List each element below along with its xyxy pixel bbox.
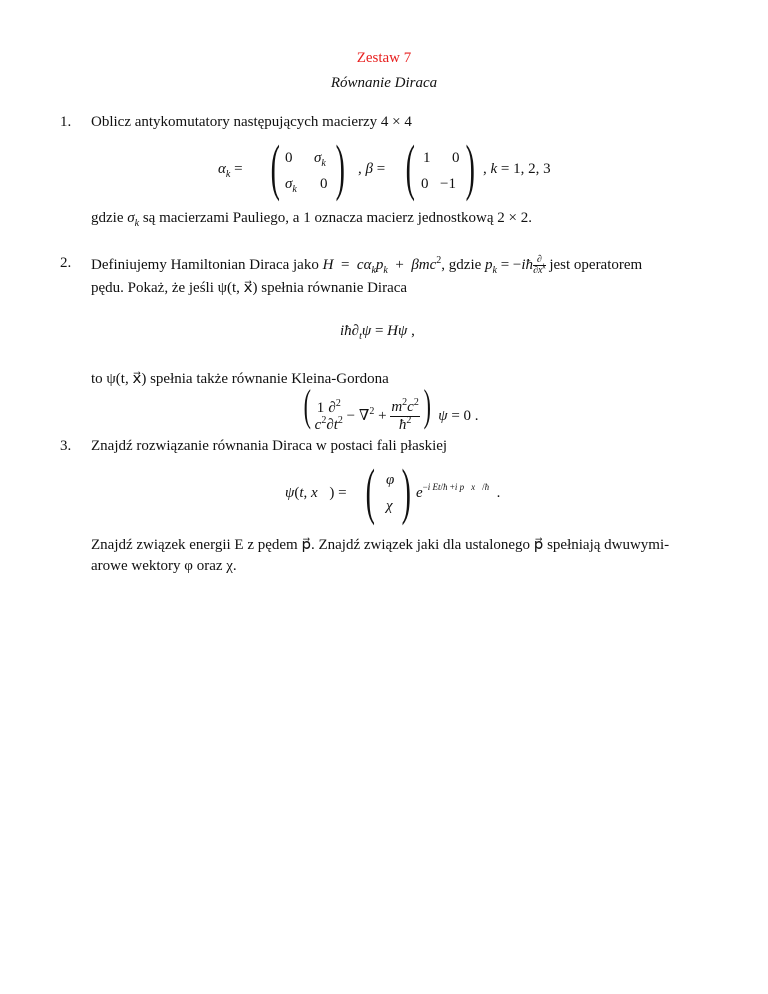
beta-m22: −1 [440, 176, 456, 192]
problem-3-line3: arowe wektory φ oraz χ. [91, 558, 237, 574]
beta-m21: 0 [421, 176, 429, 192]
dirac-equation: $iħ\partial_t\psi = H\psi$ , [340, 323, 415, 342]
beta-left-paren: ( [405, 134, 415, 202]
spinor-chi: χ [386, 498, 393, 514]
problem-2-line3: to ψ(t, x⃗) spełnia także równanie Kleina-Gordona [91, 371, 389, 387]
alpha-m22: 0 [320, 176, 328, 192]
kg-frac-1: 1 $c^2$ [314, 399, 327, 433]
problem-1-note: gdzie $\sigma_k$ są macierzami Pauliego, a 1 oznacza macierz jednostkową 2 × 2. [91, 210, 532, 229]
beta-m12: 0 [452, 150, 460, 166]
plane-wave-exp: $e^{-i Et/ħ +i p⃗x⃗/ħ}$ . [416, 482, 501, 501]
problem-3-line2: Znajdź związek energii E z pędem p⃗. Znajdź związek jaki dla ustalonego p⃗ spełniają dwuwymi- [91, 537, 670, 553]
problem-2-line1: Definiujemy Hamiltonian Diraca jako $H = c\alpha_kp_k + \beta mc^2$, gdzie $p_k$ = −iħ ∂ $\partial x^k$ jest operatorem [91, 254, 643, 276]
page-title: Zestaw 7 [356, 50, 412, 66]
problem-2-number: 2. [60, 255, 72, 271]
kg-frac-2: ∂$^2$ $\partial t^2$ [326, 397, 343, 433]
beta-right-paren: ) [465, 134, 475, 202]
beta-m11: 1 [423, 150, 431, 166]
alpha-right-paren: ) [335, 134, 345, 202]
spinor-left-paren: ( [365, 458, 375, 526]
problem-1-number: 1. [60, 114, 72, 130]
spinor-right-paren: ) [401, 458, 411, 526]
alpha-left-paren: ( [270, 134, 280, 202]
klein-gordon-equation: ( 1 $c^2$ ∂$^2$ $\partial t^2$ − ∇$^2$ + $\frac{m^2c^2}{ħ^2}$ ) ψ = 0 . [303, 381, 479, 434]
beta-lhs: , β = [358, 161, 386, 177]
spinor-phi: φ [386, 472, 395, 488]
problem-1-text: Oblicz antykomutatory następujących macierzy 4 × 4 [91, 114, 412, 130]
alpha-m11: 0 [285, 150, 293, 166]
alpha-m21: $\sigma_k$ [285, 176, 297, 195]
kg-frac-3: $\frac{m^2c^2}{ħ^2}$ [391, 397, 419, 434]
problem-2-line2: pędu. Pokaż, że jeśli ψ(t, x⃗) spełnia równanie Diraca [91, 280, 408, 296]
alpha-m12: $\sigma_k$ [314, 150, 326, 169]
problem-3-text: Znajdź rozwiązanie równania Diraca w postaci fali płaskiej [91, 438, 448, 454]
problem-3-number: 3. [60, 438, 72, 454]
page-subtitle: Równanie Diraca [330, 75, 438, 91]
k-range: , k = 1, 2, 3 [483, 161, 551, 177]
psi-lhs: ψ(t, x⃗) = [285, 485, 347, 501]
alpha-lhs: $\alpha_k$ = [218, 161, 243, 180]
